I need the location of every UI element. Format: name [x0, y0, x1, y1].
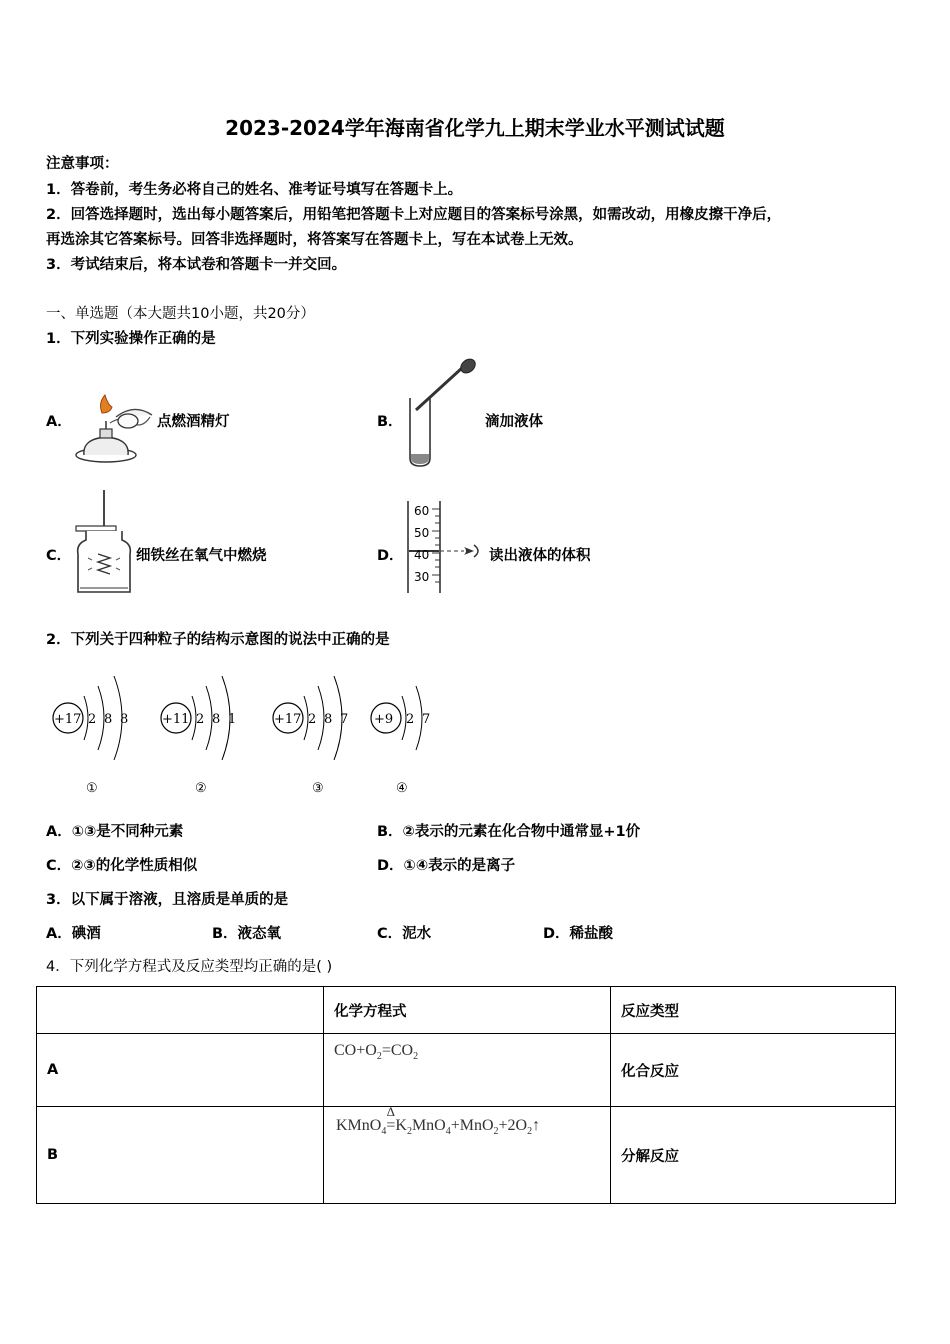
cylinder-tick-label: 50 [414, 526, 430, 540]
particle-label: ③ [312, 781, 324, 796]
cylinder-tick-label: 30 [414, 570, 430, 584]
row-label: B [37, 1107, 324, 1204]
q1-option-letter[interactable]: D． [377, 548, 404, 564]
shell-electrons: 8 [324, 712, 333, 727]
nucleus-charge: +17 [274, 712, 302, 727]
q3-stem: 3．以下属于溶液，且溶质是单质的是 [46, 892, 289, 908]
q2-option[interactable]: B．②表示的元素在化合物中通常显+1价 [377, 824, 641, 840]
q3-option[interactable]: C．泥水 [377, 926, 432, 942]
particle-label: ① [86, 781, 98, 796]
shell-electrons: 2 [196, 712, 205, 727]
q4-stem: 4．下列化学方程式及反应类型均正确的是( ) [46, 959, 333, 975]
equation-cell [324, 1104, 611, 1204]
shell-electrons: 7 [422, 712, 431, 727]
q1-option-text: 点燃酒精灯 [157, 414, 230, 430]
table-header-cell: 反应类型 [611, 987, 896, 1034]
q1-option-letter[interactable]: A． [46, 414, 72, 430]
reaction-type: 分解反应 [611, 1107, 896, 1204]
q1-option-text: 滴加液体 [485, 414, 543, 430]
alcohol-lamp-figure [72, 393, 156, 469]
shell-electrons: 2 [308, 712, 317, 727]
notes-heading: 注意事项： [46, 156, 119, 172]
cylinder-tick-label: 40 [414, 548, 430, 562]
q1-option-letter[interactable]: B． [377, 414, 403, 430]
section-heading: 一、单选题（本大题共10小题，共20分） [46, 306, 315, 322]
table-header-cell: 化学方程式 [324, 987, 611, 1034]
q2-option[interactable]: A．①③是不同种元素 [46, 824, 184, 840]
iron-wire-bottle-figure [72, 488, 136, 598]
q1-stem: 1．下列实验操作正确的是 [46, 331, 216, 347]
shell-electrons: 7 [340, 712, 349, 727]
table-row [37, 1034, 896, 1107]
atomic-structure-diagrams [40, 660, 460, 802]
nucleus-charge: +17 [54, 712, 82, 727]
nucleus-charge: +11 [162, 712, 190, 727]
note-item: 2．回答选择题时，选出每小题答案后，用铅笔把答题卡上对应题目的答案标号涂黑，如需改动，用橡皮擦干净后， [46, 207, 782, 223]
particle-label: ② [195, 781, 207, 796]
shell-electrons: 2 [406, 712, 415, 727]
shell-electrons: 8 [212, 712, 221, 727]
q4-table [36, 986, 896, 1204]
note-item: 再选涂其它答案标号。回答非选择题时，将答案写在答题卡上，写在本试卷上无效。 [46, 232, 583, 248]
q2-option[interactable]: D．①④表示的是离子 [377, 858, 516, 874]
table-header-cell [37, 987, 324, 1034]
q3-option[interactable]: B．液态氧 [212, 926, 282, 942]
shell-electrons: 2 [88, 712, 97, 727]
shell-electrons: 1 [228, 712, 237, 727]
q1-option-text: 读出液体的体积 [489, 548, 591, 564]
graduated-cylinder-figure [402, 497, 490, 597]
page-title: 2023-2024学年海南省化学九上期末学业水平测试试题 [225, 116, 725, 140]
nucleus-charge: +9 [374, 712, 394, 727]
row-label: A [37, 1034, 324, 1107]
q1-option-letter[interactable]: C． [46, 548, 72, 564]
note-item: 1．答卷前，考生务必将自己的姓名、准考证号填写在答题卡上。 [46, 182, 463, 198]
q2-option[interactable]: C．②③的化学性质相似 [46, 858, 198, 874]
particle-label: ④ [396, 781, 408, 796]
equation-cell [324, 1034, 611, 1107]
equation-a: $CO+O_2=CO_2$ [334, 1042, 419, 1063]
reaction-type: 化合反应 [611, 1034, 896, 1107]
q3-option[interactable]: A．碘酒 [46, 926, 101, 942]
q3-option[interactable]: D．稀盐酸 [543, 926, 614, 942]
note-item: 3．考试结束后，将本试卷和答题卡一并交回。 [46, 257, 347, 273]
q2-stem: 2．下列关于四种粒子的结构示意图的说法中正确的是 [46, 632, 390, 648]
shell-electrons: 8 [120, 712, 129, 727]
shell-electrons: 8 [104, 712, 113, 727]
cylinder-tick-label: 60 [414, 504, 430, 518]
table-row [37, 1107, 896, 1204]
dropper-tube-figure [402, 358, 486, 470]
q1-option-text: 细铁丝在氧气中燃烧 [136, 548, 267, 564]
equation-b: KMnO$_4$ Δ $=K_2MnO_4+MnO_2+2O_2↑$ [336, 1104, 541, 1138]
